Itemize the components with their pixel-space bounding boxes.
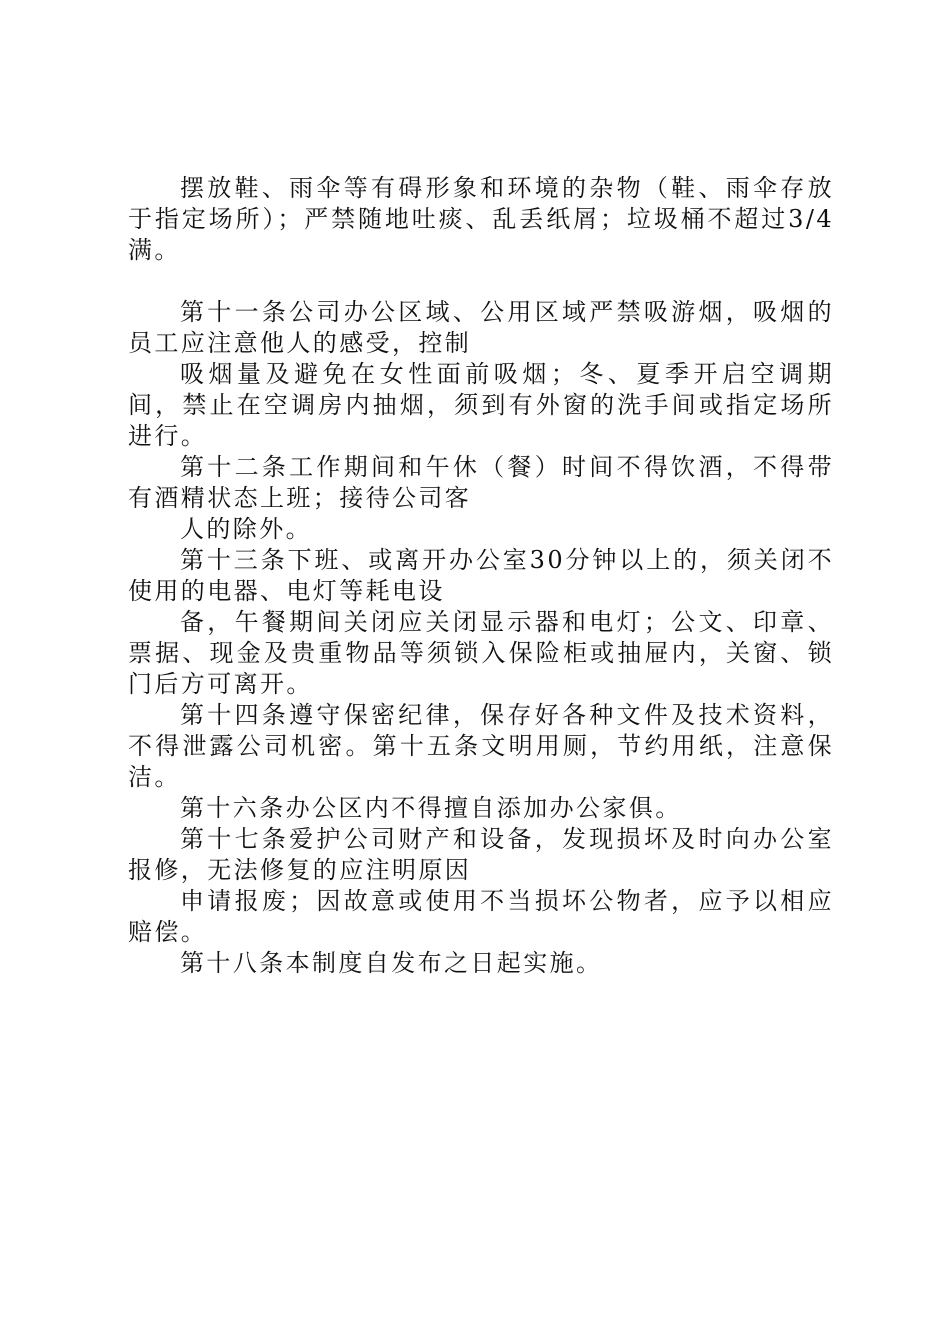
paragraph-article-13: 第十三条下班、或离开办公室30分钟以上的，须关闭不使用的电器、电灯等耗电设 <box>128 546 834 605</box>
document-body <box>128 173 834 979</box>
paragraph-article-16: 第十六条办公区内不得擅自添加办公家俱。 <box>180 794 682 822</box>
paragraph-article-11: 第十一条公司办公区域、公用区域严禁吸游烟，吸烟的员工应注意他人的感受，控制 <box>128 298 834 357</box>
paragraph-article-18: 第十八条本制度自发布之日起实施。 <box>180 949 603 977</box>
paragraph-article-17: 第十七条爱护公司财产和设备，发现损坏及时向办公室报修，无法修复的应注明原因 <box>128 825 834 884</box>
paragraph-clutter-rule: 摆放鞋、雨伞等有碍形象和环境的杂物（鞋、雨伞存放于指定场所）；严禁随地吐痰、乱丢纸屑；垃圾桶不超过3/4满。 <box>128 174 834 264</box>
paragraph-article-13-cont: 备，午餐期间关闭应关闭显示器和电灯；公文、印章、票据、现金及贵重物品等须锁入保险柜或抽屉内，关窗、锁门后方可离开。 <box>128 608 834 698</box>
paragraph-article-12: 第十二条工作期间和午休（餐）时间不得饮酒，不得带有酒精状态上班；接待公司客 <box>128 453 834 512</box>
paragraph-article-12-cont: 人的除外。 <box>180 515 312 543</box>
paragraph-article-11-cont: 吸烟量及避免在女性面前吸烟；冬、夏季开启空调期间，禁止在空调房内抽烟，须到有外窗的洗手间或指定场所进行。 <box>128 360 834 450</box>
paragraph-article-17-cont: 申请报废；因故意或使用不当损坏公物者，应予以相应赔偿。 <box>128 887 834 946</box>
paragraph-spacer <box>128 266 834 297</box>
paragraph-article-14-15: 第十四条遵守保密纪律，保存好各种文件及技术资料，不得泄露公司机密。第十五条文明用厕，节约用纸，注意保洁。 <box>128 701 834 791</box>
